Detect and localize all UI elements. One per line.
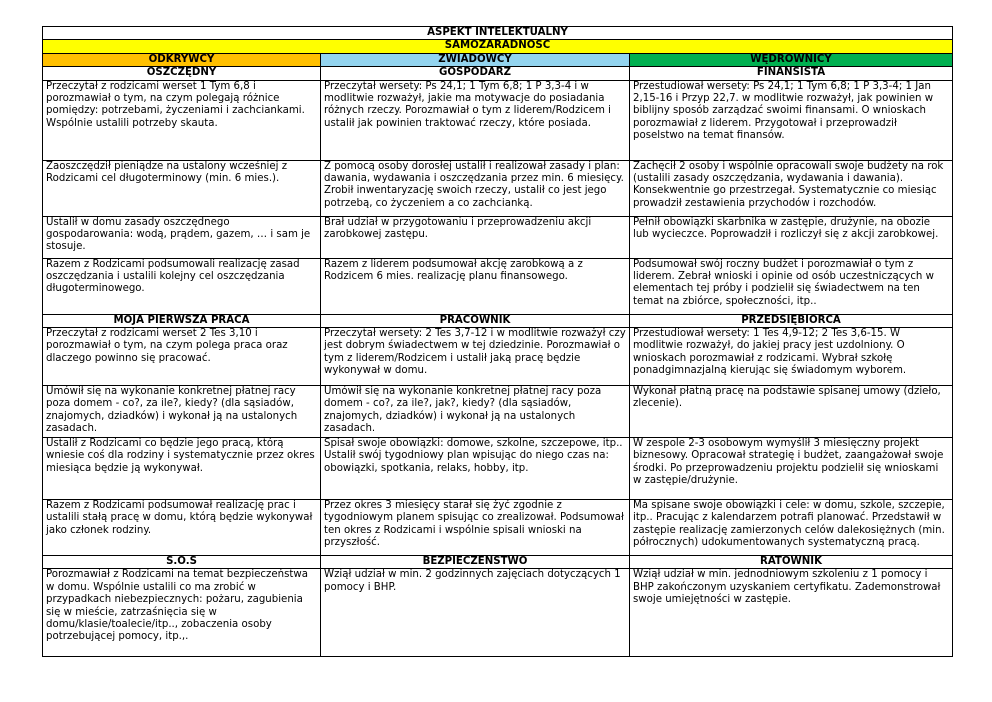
requirement-cell-odkrywcy: Ustalił w domu zasady oszczędnego gospodarowania: wodą, prądem, gazem, … i sam je stosuje. <box>43 216 321 258</box>
badge-name-odkrywcy: MOJA PIERWSZA PRACA <box>43 314 321 327</box>
requirement-cell-zwiadowcy: Spisał swoje obowiązki: domowe, szkolne, szczepowe, itp.. Ustalił swój tygodniowy plan wpisując do niego czas na: obowiązki, spotkania, relaks, hobby, itp. <box>321 438 630 500</box>
requirement-cell-wedrownicy: W zespole 2-3 osobowym wymyślił 3 miesięczny projekt biznesowy. Opracował strategię i budżet, zaangażował swoje środki. Po przeprowadzeniu projektu podzielił się wnioskami w zastępie/drużynie. <box>630 438 953 500</box>
requirement-cell-zwiadowcy: Przeczytał wersety: 2 Tes 3,7-12 i w modlitwie rozważył czy jest dobrym świadectwem w tej dziedzinie. Porozmawiał o tym z liderem/Rodzicem i ustalił jaką pracę będzie wykonywał w domu. <box>321 328 630 386</box>
table-row <box>43 569 953 657</box>
requirement-cell-odkrywcy: Zaoszczędził pieniądze na ustalony wcześniej z Rodzicami cel długoterminowy (min. 6 mies.). <box>43 160 321 216</box>
requirement-cell-wedrownicy: Ma spisane swoje obowiązki i cele: w domu, szkole, szczepie, itp.. Pracując z kalendarzem potrafi planować. Przedstawił w zastępie realizację zamierzonych celów dalekosiężnych (min. półrocznych) udokumentowanych systematyczną pracą. <box>630 500 953 556</box>
table-row <box>43 216 953 258</box>
table-row <box>43 160 953 216</box>
requirement-cell-wedrownicy: Podsumował swój roczny budżet i porozmawiał o tym z liderem. Zebrał wnioski i opinie od osób uczestniczących w elementach tej próby i podzielił się świadectwem na ten temat na zbiórce, społeczności, itp.. <box>630 258 953 314</box>
requirement-cell-odkrywcy: Razem z Rodzicami podsumowali realizację zasad oszczędzania i ustalili kolejny cel oszczędzania długoterminowego. <box>43 258 321 314</box>
program-table <box>42 26 953 657</box>
badge-name-wedrownicy: PRZEDSIĘBIORCA <box>630 314 953 327</box>
requirement-cell-odkrywcy: Razem z Rodzicami podsumował realizację prac i ustalili stałą pracę w domu, którą będzie wykonywał jako członek rodziny. <box>43 500 321 556</box>
requirement-cell-odkrywcy: Umówił się na wykonanie konkretnej płatnej racy poza domem - co?, za ile?, kiedy? (dla sąsiadów, znajomych, dziadków) i wykonał ją na ustalonych zasadach. <box>43 386 321 438</box>
requirement-cell-wedrownicy: Przestudiował wersety: Ps 24,1; 1 Tym 6,8; 1 P 3,3-4; 1 Jan 2,15-16 i Przyp 22,7. w modlitwie rozważył, jak powinien w biblijny sposób zarządzać swoimi finansami. O wnioskach porozmawiał z liderem. Przygotował i przeprowadził poselstwo na temat finansów. <box>630 80 953 160</box>
requirement-cell-wedrownicy: Wykonał płatną pracę na podstawie spisanej umowy (dzieło, zlecenie). <box>630 386 953 438</box>
requirement-cell-odkrywcy: Przeczytał z rodzicami werset 1 Tym 6,8 i porozmawiał o tym, na czym polegają różnice pomiędzy: potrzebami, życzeniami i zachciankami. Wspólnie ustalili potrzeby skauta. <box>43 80 321 160</box>
table-row <box>43 386 953 438</box>
requirement-cell-zwiadowcy: Razem z liderem podsumował akcję zarobkową a z Rodzicem 6 mies. realizację planu finansowego. <box>321 258 630 314</box>
badge-name-zwiadowcy: GOSPODARZ <box>321 67 630 80</box>
badge-name-zwiadowcy: PRACOWNIK <box>321 314 630 327</box>
requirement-cell-zwiadowcy: Przeczytał wersety: Ps 24,1; 1 Tym 6,8; 1 P 3,3-4 i w modlitwie rozważył, jakie ma motywacje do posiadania różnych rzeczy. Porozmawiał o tym z liderem/Rodzicem i ustalił jak powinien traktować rzeczy, które posiada. <box>321 80 630 160</box>
requirement-cell-wedrownicy: Przestudiował wersety: 1 Tes 4,9-12; 2 Tes 3,6-15. W modlitwie rozważył, do jakiej pracy jest uzdolniony. O wnioskach porozmawiał z rodzicami. Wybrał szkołę ponadgimnazjalną kierując się świadomym wyborem. <box>630 328 953 386</box>
badge-name-zwiadowcy: BEZPIECZEŃSTWO <box>321 556 630 569</box>
title-cell: ASPEKT INTELEKTUALNY <box>43 27 953 40</box>
group-header-odkrywcy: ODKRYWCY <box>43 53 321 66</box>
table-row <box>43 500 953 556</box>
requirement-cell-zwiadowcy: Przez okres 3 miesięcy starał się żyć zgodnie z tygodniowym planem spisując co zrealizował. Podsumował ten okres z Rodzicami i wspólnie spisali wnioski na przyszłość. <box>321 500 630 556</box>
requirement-cell-odkrywcy: Porozmawiał z Rodzicami na temat bezpieczeństwa w domu. Wspólnie ustalili co ma zrobić w przypadkach niebezpiecznych: pożaru, zagubienia się w mieście, zatrzaśnięcia się w domu/klasie/toalecie/itp.., zobaczenia osoby potrzebującej pomocy, itp.,. <box>43 569 321 657</box>
requirement-cell-zwiadowcy: Brał udział w przygotowaniu i przeprowadzeniu akcji zarobkowej zastępu. <box>321 216 630 258</box>
requirement-cell-zwiadowcy: Umówił się na wykonanie konkretnej płatnej racy poza domem - co?, za ile?, jak?, kiedy? (dla sąsiadów, znajomych, dziadków) i wykonał ją na ustalonych zasadach. <box>321 386 630 438</box>
requirement-cell-wedrownicy: Wziął udział w min. jednodniowym szkoleniu z 1 pomocy i BHP zakończonym uzyskaniem certyfikatu. Zademonstrował swoje umiejętności w zastępie. <box>630 569 953 657</box>
subtitle-cell: SAMOZARADNOŚĆ <box>43 40 953 53</box>
badge-name-odkrywcy: OSZCZĘDNY <box>43 67 321 80</box>
requirement-cell-zwiadowcy: Z pomocą osoby dorosłej ustalił i realizował zasady i plan: dawania, wydawania i oszczędzania przez min. 6 miesięcy. Zrobił inwentaryzację swoich rzeczy, ustalił co jest jego potrzebą, co życzeniem a co zachcianką. <box>321 160 630 216</box>
requirement-cell-zwiadowcy: Wziął udział w min. 2 godzinnych zajęciach dotyczących 1 pomocy i BHP. <box>321 569 630 657</box>
badge-name-odkrywcy: S.O.S <box>43 556 321 569</box>
table-row <box>43 328 953 386</box>
table-row <box>43 438 953 500</box>
table-row <box>43 258 953 314</box>
requirement-cell-odkrywcy: Przeczytał z rodzicami werset 2 Tes 3,10 i porozmawiał o tym, na czym polega praca oraz dlaczego powinno się pracować. <box>43 328 321 386</box>
group-header-zwiadowcy: ZWIADOWCY <box>321 53 630 66</box>
requirement-cell-wedrownicy: Zachęcił 2 osoby i wspólnie opracowali swoje budżety na rok (ustalili zasady oszczędzania, wydawania i dawania). Konsekwentnie go przestrzegał. Systematycznie co miesiąc prowadził zestawienia przychodów i rozchodów. <box>630 160 953 216</box>
requirement-cell-odkrywcy: Ustalił z Rodzicami co będzie jego pracą, którą wniesie coś dla rodziny i systematycznie przez okres miesiąca będzie ją wykonywał. <box>43 438 321 500</box>
requirement-cell-wedrownicy: Pełnił obowiązki skarbnika w zastępie, drużynie, na obozie lub wycieczce. Poprowadził i rozliczył się z akcji zarobkowej. <box>630 216 953 258</box>
table-row <box>43 80 953 160</box>
badge-name-wedrownicy: FINANSISTA <box>630 67 953 80</box>
group-header-wedrownicy: WĘDROWNICY <box>630 53 953 66</box>
badge-name-wedrownicy: RATOWNIK <box>630 556 953 569</box>
